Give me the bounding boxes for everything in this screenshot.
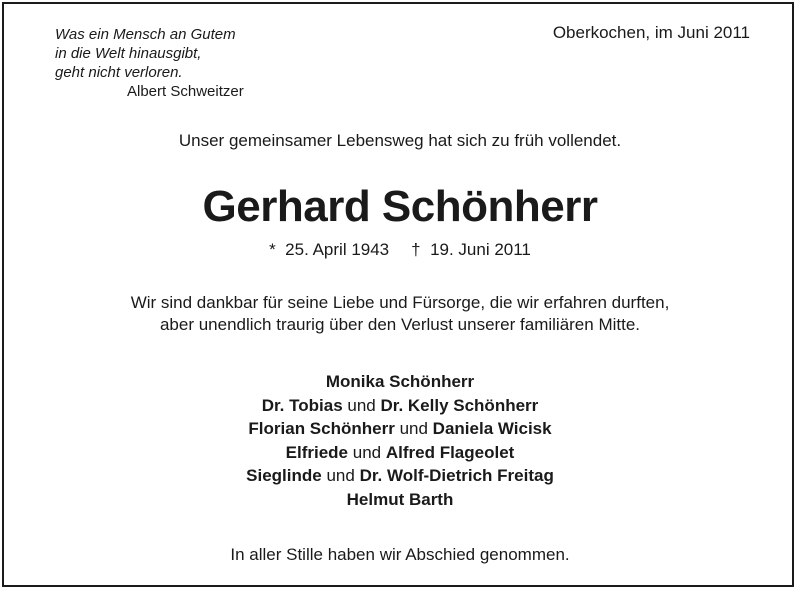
mourner-connector: und: [326, 466, 355, 485]
deceased-name: Gerhard Schönherr: [202, 182, 598, 231]
death-date: 19. Juni 2011: [430, 240, 531, 259]
mourner-name: Sieglinde: [246, 466, 322, 485]
mourner-row: [0, 464, 800, 488]
thanks-line: Wir sind dankbar für seine Liebe und Fürsorge, die wir erfahren durften,: [130, 293, 670, 312]
mourner-name: Dr. Tobias: [261, 395, 343, 415]
birth-symbol: *: [269, 240, 276, 259]
mourner-row: [0, 394, 800, 418]
mourner-connector: und: [399, 419, 428, 438]
birth-date: 25. April 1943: [285, 240, 390, 259]
mourner-name: Elfriede: [285, 442, 349, 462]
quote-author: Albert Schweitzer: [127, 83, 244, 100]
mourner-connector: und: [352, 442, 382, 462]
mourner-name: Dr. Wolf-Dietrich Freitag: [359, 466, 554, 485]
life-dates: [0, 240, 800, 260]
quote-line: in die Welt hinausgibt,: [55, 45, 202, 62]
mourner-name: Monika Schönherr: [325, 372, 475, 391]
mourner-name: Alfred Flageolet: [385, 442, 515, 462]
thanks-line: aber unendlich traurig über den Verlust unserer familiären Mitte.: [159, 315, 641, 334]
mourner-name: Dr. Kelly Schönherr: [380, 395, 539, 415]
quote-line: Was ein Mensch an Gutem: [55, 26, 236, 43]
thanks-text: [0, 292, 800, 336]
mourners-list: [0, 370, 800, 511]
mourner-row: [0, 417, 800, 441]
mourner-name: Florian Schönherr: [248, 419, 395, 438]
mourner-name: Helmut Barth: [346, 489, 454, 509]
mourner-row: [0, 488, 800, 512]
mourner-connector: und: [347, 395, 376, 415]
mourner-name: Daniela Wicisk: [432, 419, 552, 438]
epigraph-quote: [55, 25, 244, 101]
place-date: Oberkochen, im Juni 2011: [552, 23, 750, 42]
mourner-row: [0, 441, 800, 465]
death-symbol: †: [411, 240, 421, 259]
intro-text: Unser gemeinsamer Lebensweg hat sich zu früh vollendet.: [178, 131, 622, 150]
mourner-row: [0, 370, 800, 394]
quote-line: geht nicht verloren.: [55, 64, 183, 81]
closing-text: In aller Stille haben wir Abschied genommen.: [230, 545, 570, 564]
